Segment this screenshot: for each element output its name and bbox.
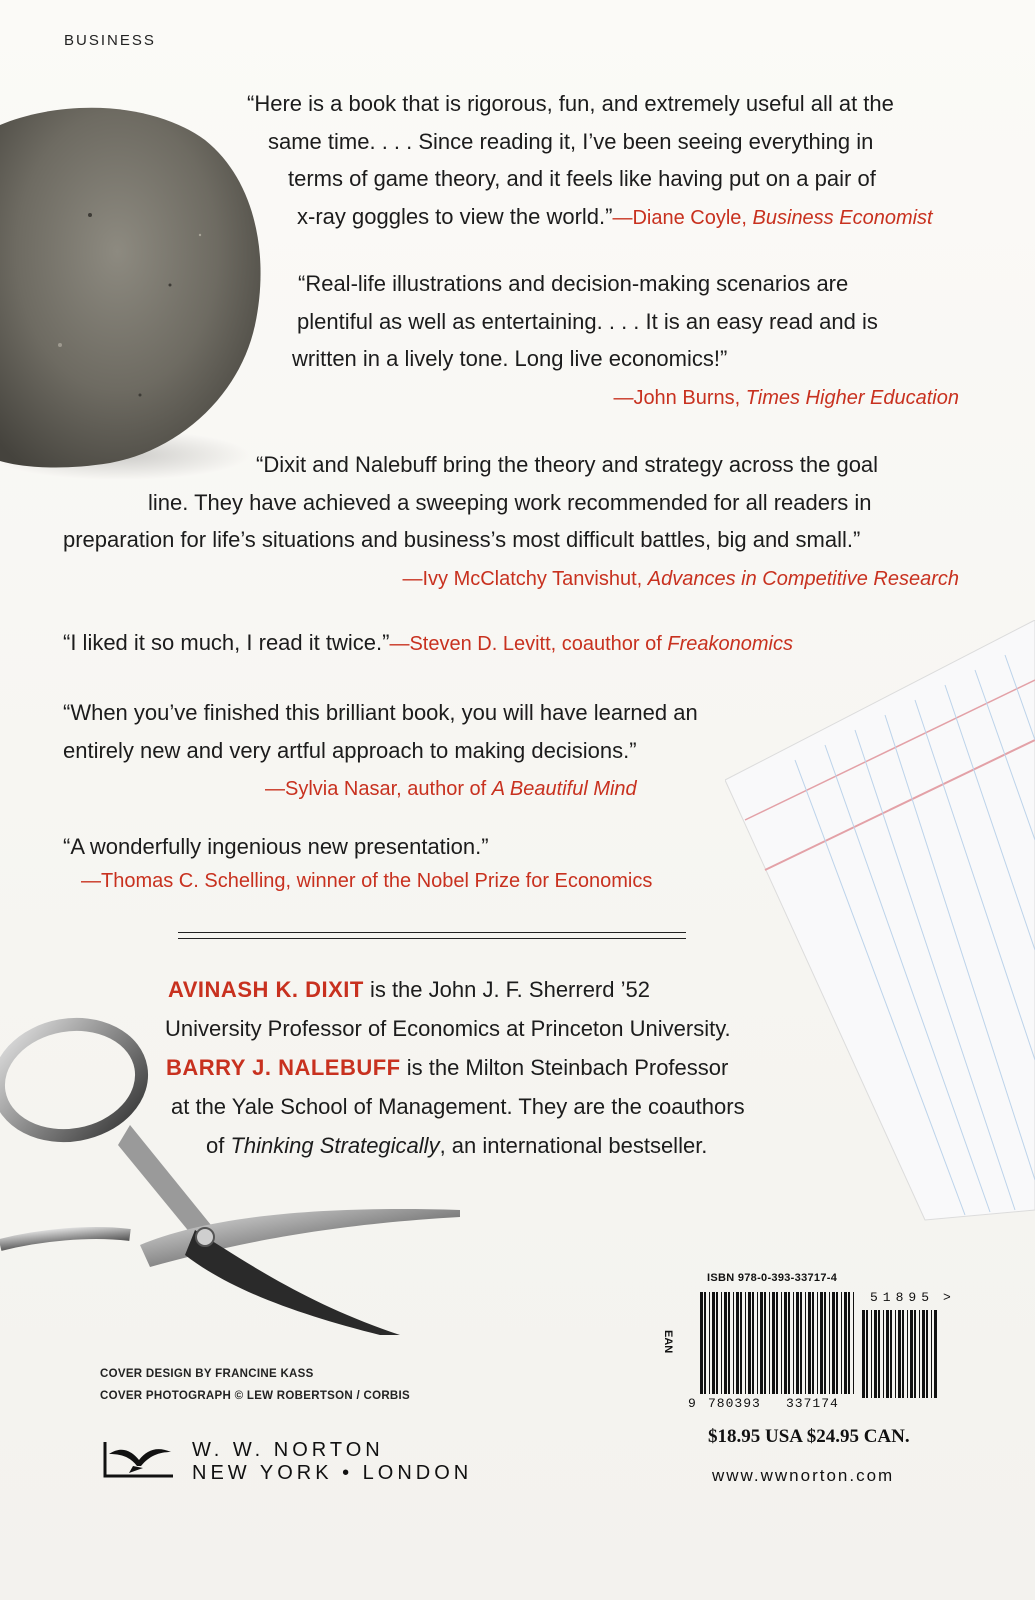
divider-rule <box>178 932 686 933</box>
quote-steven-levitt <box>63 624 793 664</box>
barcode-bar <box>736 1292 739 1394</box>
barcode-bar <box>914 1310 916 1398</box>
quote-line: plentiful as well as entertaining. . . . It is an easy read and is <box>297 308 878 334</box>
barcode-bar <box>862 1310 865 1398</box>
barcode-bar <box>769 1292 770 1394</box>
book-title: Thinking Strategically <box>230 1133 440 1158</box>
isbn-number: ISBN 978-0-393-33717-4 <box>707 1272 838 1284</box>
quote-line: same time. . . . Since reading it, I’ve been seeing everything in <box>268 128 874 154</box>
barcode-bar <box>745 1292 746 1394</box>
barcode-bar <box>733 1292 734 1394</box>
barcode-bar <box>820 1292 823 1394</box>
quote-source: A Beautiful Mind <box>491 778 637 800</box>
barcode-bar <box>890 1310 892 1398</box>
barcode-bar <box>784 1292 787 1394</box>
quote-attribution: —Steven D. Levitt, coauthor of <box>389 633 668 655</box>
cover-design-credit: COVER DESIGN BY FRANCINE KASS <box>100 1368 314 1380</box>
barcode-bar <box>800 1292 802 1394</box>
barcode-bar <box>841 1292 842 1394</box>
author-name-nalebuff: BARRY J. NALEBUFF <box>166 1055 401 1080</box>
barcode-bar <box>764 1292 766 1394</box>
barcode-bar <box>832 1292 835 1394</box>
quote-attribution: —Thomas C. Schelling, winner of the Nobel Prize for Economics <box>81 870 653 892</box>
barcode-addon-digits: 51895 <box>870 1290 935 1305</box>
quote-source: Freakonomics <box>667 633 793 655</box>
quote-line: written in a lively tone. Long live economics!” <box>292 346 728 371</box>
norton-seagull-logo <box>103 1440 175 1478</box>
barcode-bar <box>874 1310 877 1398</box>
barcode-bar <box>808 1292 811 1394</box>
barcode-bar <box>898 1310 901 1398</box>
barcode-bar <box>883 1310 884 1398</box>
barcode-bar <box>776 1292 778 1394</box>
quote-line: entirely new and very artful approach to making decisions.” <box>63 737 637 763</box>
barcode-bar <box>796 1292 799 1394</box>
barcode-bar <box>907 1310 908 1398</box>
barcode-bar <box>836 1292 838 1394</box>
barcode-bar <box>926 1310 928 1398</box>
quote-diane-coyle <box>0 85 1035 237</box>
barcode-bar <box>824 1292 826 1394</box>
barcode-bar <box>848 1292 850 1394</box>
barcode-bar <box>812 1292 814 1394</box>
barcode-bar <box>895 1310 896 1398</box>
category-label: BUSINESS <box>64 32 156 49</box>
barcode-bar <box>781 1292 782 1394</box>
barcode-bar <box>805 1292 806 1394</box>
barcode-bar <box>871 1310 872 1398</box>
quote-attribution: —Sylvia Nasar, author of <box>265 778 492 800</box>
quote-line: “A wonderfully ingenious new presentation.” <box>63 834 489 859</box>
quote-source: Business Economist <box>752 206 933 229</box>
quote-thomas-schelling <box>63 829 652 899</box>
barcode-bar <box>700 1292 703 1394</box>
barcode-bar <box>793 1292 794 1394</box>
bio-text: , an international bestseller. <box>439 1133 708 1158</box>
cover-photo-credit: COVER PHOTOGRAPH © LEW ROBERTSON / CORBIS <box>100 1390 410 1402</box>
bio-text: is the Milton Steinbach Professor <box>400 1055 729 1080</box>
quote-attribution: —Ivy McClatchy Tanvishut, <box>402 567 648 590</box>
quote-line: preparation for life’s situations and business’s most difficult battles, big and small.” <box>63 527 861 552</box>
barcode-main <box>700 1292 856 1398</box>
barcode-bar <box>788 1292 790 1394</box>
barcode-bar <box>902 1310 904 1398</box>
barcode-addon-mark: > <box>943 1290 952 1305</box>
quote-line: “Real-life illustrations and decision-making scenarios are <box>298 271 849 296</box>
author-name-dixit: AVINASH K. DIXIT <box>168 977 364 1002</box>
quote-line: “Here is a book that is rigorous, fun, and extremely useful all at the <box>247 91 894 116</box>
barcode-bar <box>709 1292 710 1394</box>
barcode-bar <box>752 1292 754 1394</box>
barcode-bar <box>712 1292 715 1394</box>
bio-text: at the Yale School of Management. They are the coauthors <box>171 1094 745 1119</box>
barcode-bar <box>931 1310 932 1398</box>
quote-line: “Dixit and Nalebuff bring the theory and strategy across the goal <box>256 452 879 477</box>
bio-text: is the John J. F. Sherrerd ’52 <box>363 977 650 1002</box>
quote-line: “When you’ve finished this brilliant book, you will have learned an <box>63 700 698 725</box>
quote-line: terms of game theory, and it feels like having put on a pair of <box>288 166 876 191</box>
quote-source: Advances in Competitive Research <box>647 567 959 590</box>
quote-attribution: —John Burns, <box>613 386 746 409</box>
divider-rule <box>178 938 686 939</box>
quote-ivy-tanvishut <box>0 446 1035 598</box>
barcode-bar <box>919 1310 920 1398</box>
barcode-bar <box>704 1292 706 1394</box>
quote-line: line. They have achieved a sweeping work recommended for all readers in <box>148 489 872 515</box>
barcode-bar <box>853 1292 854 1394</box>
quote-line: “I liked it so much, I read it twice.” <box>63 630 390 655</box>
barcode-digit-lead: 9 <box>688 1396 697 1411</box>
barcode-bar <box>772 1292 775 1394</box>
barcode-bar <box>748 1292 751 1394</box>
quote-sylvia-nasar <box>63 694 698 809</box>
barcode-digits-left: 780393 <box>708 1396 761 1411</box>
barcode-bar <box>728 1292 730 1394</box>
barcode-addon <box>862 1310 938 1398</box>
barcode-bar <box>829 1292 830 1394</box>
barcode-bar <box>716 1292 718 1394</box>
quote-source: Times Higher Education <box>745 386 959 409</box>
bio-text: University Professor of Economics at Princeton University. <box>165 1016 731 1041</box>
quote-line: x-ray goggles to view the world.” <box>297 203 613 229</box>
publisher-cities: NEW YORK • LONDON <box>192 1462 473 1484</box>
barcode-bar <box>844 1292 847 1394</box>
barcode-bar <box>721 1292 722 1394</box>
barcode-bar <box>760 1292 763 1394</box>
barcode-bar <box>757 1292 758 1394</box>
barcode-bar <box>724 1292 727 1394</box>
publisher-name: W. W. NORTON <box>192 1439 384 1461</box>
barcode-bar <box>817 1292 818 1394</box>
ean-label: EAN <box>662 1330 674 1354</box>
barcode-bar <box>934 1310 937 1398</box>
barcode-digits-right: 337174 <box>786 1396 839 1411</box>
bio-text: of <box>206 1133 231 1158</box>
barcode-bar <box>922 1310 925 1398</box>
barcode-bar <box>886 1310 889 1398</box>
barcode-bar <box>740 1292 742 1394</box>
quote-attribution: —Diane Coyle, <box>612 206 753 229</box>
publisher-website: www.wwnorton.com <box>712 1466 895 1485</box>
price: $18.95 USA $24.95 CAN. <box>708 1426 910 1447</box>
barcode-bar <box>866 1310 868 1398</box>
author-bio <box>0 970 1035 1165</box>
barcode-bar <box>878 1310 880 1398</box>
quote-john-burns <box>0 265 1035 417</box>
barcode-bar <box>910 1310 913 1398</box>
